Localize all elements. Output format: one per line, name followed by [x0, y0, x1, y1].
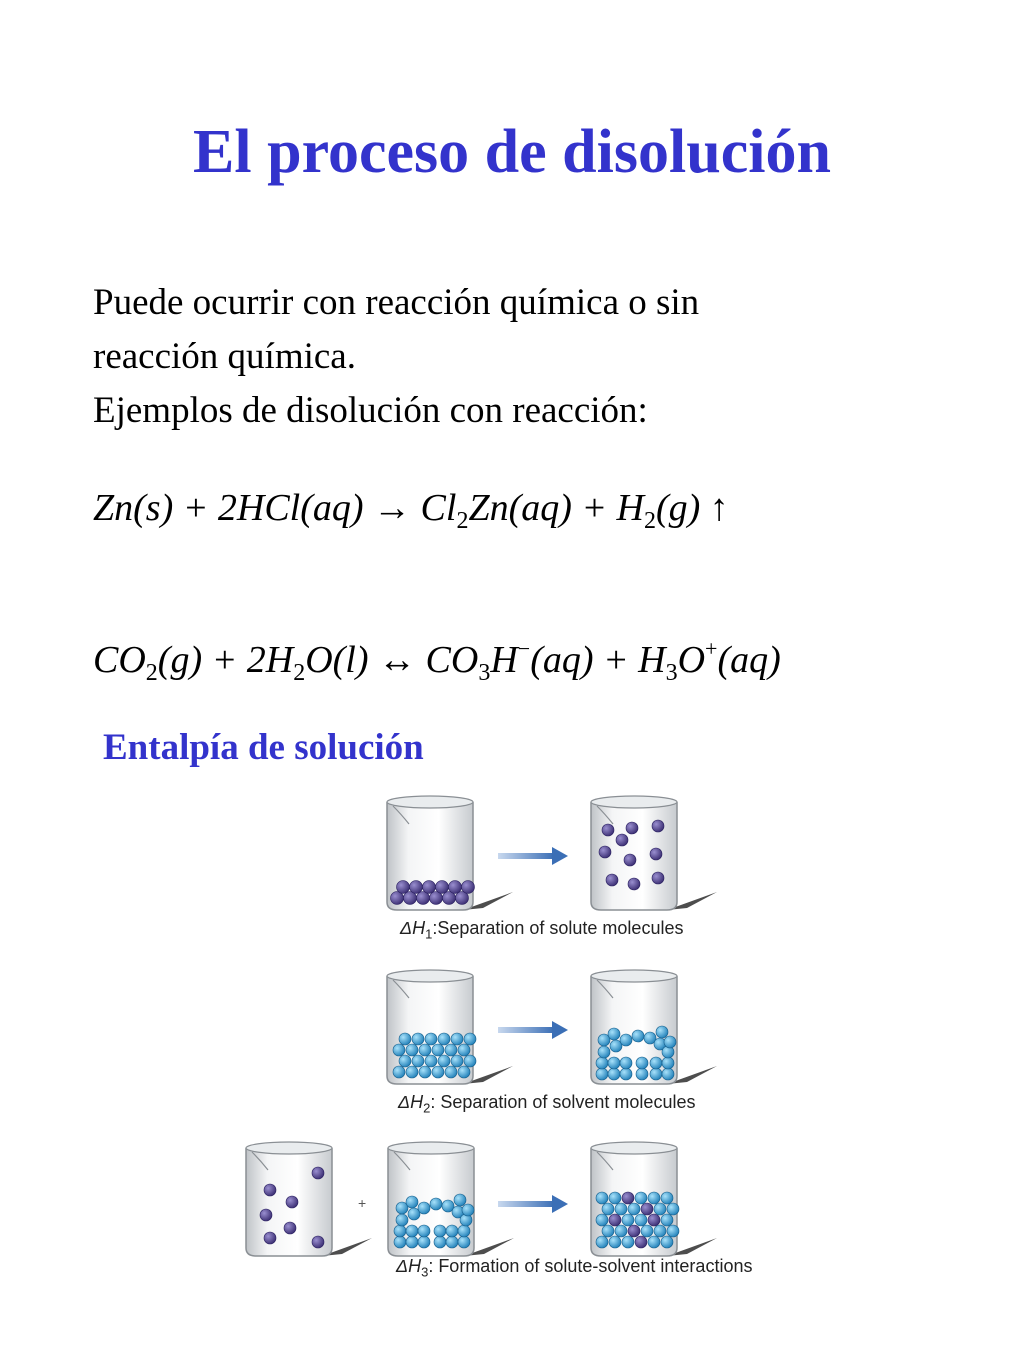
solvent-molecule — [430, 1198, 442, 1210]
solvent-molecule — [635, 1192, 647, 1204]
solvent-molecule — [661, 1236, 673, 1248]
solvent-molecule — [394, 1225, 406, 1237]
solute-molecule — [449, 881, 462, 894]
solvent-molecule — [650, 1068, 662, 1080]
solvent-molecule — [406, 1225, 418, 1237]
solvent-molecule — [650, 1057, 662, 1069]
solvent-molecule — [458, 1066, 470, 1078]
solvent-molecule — [432, 1044, 444, 1056]
solvent-molecule — [620, 1034, 632, 1046]
solvent-molecule — [396, 1214, 408, 1226]
solvent-molecule — [412, 1055, 424, 1067]
solute-molecule — [652, 872, 664, 884]
solute-molecule — [628, 1225, 640, 1237]
solute-molecule — [312, 1236, 324, 1248]
solvent-molecule — [425, 1033, 437, 1045]
solvent-molecule — [434, 1225, 446, 1237]
solvent-molecule — [664, 1036, 676, 1048]
solvent-molecule — [418, 1225, 430, 1237]
arrow-step-3 — [498, 1195, 568, 1213]
solvent-molecule — [438, 1033, 450, 1045]
solvent-molecule — [609, 1236, 621, 1248]
solute-molecule — [622, 1192, 634, 1204]
solvent-molecule — [661, 1214, 673, 1226]
solvent-molecule — [615, 1203, 627, 1215]
solvent-molecule — [636, 1068, 648, 1080]
solute-molecule — [648, 1214, 660, 1226]
intro-paragraph — [93, 276, 953, 438]
equation-co2-water: $CO_2(g) + 2H_2O(l)$ ↔ $CO_3H^-(aq) + H_3O^+(aq)$ — [93, 636, 781, 686]
arrow-step-1 — [498, 847, 568, 865]
enthalpy-figure — [230, 790, 850, 1310]
solvent-molecule — [445, 1066, 457, 1078]
solute-molecule — [609, 1214, 621, 1226]
solvent-molecule — [622, 1236, 634, 1248]
solvent-molecule — [399, 1055, 411, 1067]
solute-molecule — [606, 874, 618, 886]
arrow-step-2 — [498, 1021, 568, 1039]
solvent-molecule — [662, 1068, 674, 1080]
solute-molecule — [423, 881, 436, 894]
solute-molecule — [312, 1167, 324, 1179]
solute-molecule — [628, 878, 640, 890]
solvent-molecule — [667, 1203, 679, 1215]
solute-molecule — [397, 881, 410, 894]
solute-molecule — [260, 1209, 272, 1221]
solvent-molecule — [399, 1033, 411, 1045]
solvent-molecule — [464, 1033, 476, 1045]
caption-dh3: $\Delta H_3$: Formation of solute-solvent interactions — [396, 1256, 753, 1280]
solute-molecule — [641, 1203, 653, 1215]
section-subtitle: Entalpía de solución — [103, 727, 424, 768]
solvent-molecule — [418, 1202, 430, 1214]
solvent-molecule — [462, 1204, 474, 1216]
solvent-molecule — [596, 1068, 608, 1080]
intro-line-2: reacción química. — [93, 336, 356, 377]
solvent-molecule — [419, 1066, 431, 1078]
solute-molecule — [616, 834, 628, 846]
solvent-molecule — [406, 1196, 418, 1208]
solvent-molecule — [432, 1066, 444, 1078]
solvent-molecule — [425, 1055, 437, 1067]
solvent-molecule — [445, 1044, 457, 1056]
solvent-molecule — [641, 1225, 653, 1237]
intro-line-3: Ejemplos de disolución con reacción: — [93, 390, 648, 431]
solute-molecule — [284, 1222, 296, 1234]
solvent-molecule — [648, 1192, 660, 1204]
solute-molecule — [602, 824, 614, 836]
solvent-molecule — [434, 1236, 446, 1248]
solvent-molecule — [419, 1044, 431, 1056]
solute-molecule — [635, 1236, 647, 1248]
solute-molecule — [286, 1196, 298, 1208]
solvent-molecule — [454, 1194, 466, 1206]
solvent-molecule — [620, 1057, 632, 1069]
equation-zinc-hcl: $Zn(s) + 2HCl(aq) \to Cl_2Zn(aq) + H_2(g)$ ↑ — [93, 487, 729, 534]
beaker-diagram — [230, 790, 850, 1310]
solvent-molecule — [635, 1214, 647, 1226]
solvent-molecule — [608, 1068, 620, 1080]
solvent-molecule — [446, 1236, 458, 1248]
solvent-molecule — [596, 1236, 608, 1248]
solvent-molecule — [656, 1026, 668, 1038]
page-title: El proceso de disolución — [193, 118, 831, 186]
solute-molecule — [264, 1232, 276, 1244]
solvent-molecule — [636, 1057, 648, 1069]
solvent-molecule — [662, 1057, 674, 1069]
solute-molecule — [264, 1184, 276, 1196]
solvent-molecule — [406, 1044, 418, 1056]
solvent-molecule — [596, 1192, 608, 1204]
solute-molecule — [626, 822, 638, 834]
solvent-molecule — [406, 1066, 418, 1078]
solvent-molecule — [608, 1028, 620, 1040]
caption-dh2: $\Delta H_2$: Separation of solvent molecules — [398, 1092, 696, 1116]
caption-dh1: $\Delta H_1:Separation$ of solute molecules — [400, 918, 684, 942]
plus-sign: + — [358, 1195, 367, 1211]
solvent-molecule — [602, 1225, 614, 1237]
solvent-molecule — [458, 1225, 470, 1237]
solvent-molecule — [406, 1236, 418, 1248]
solvent-molecule — [458, 1236, 470, 1248]
solvent-molecule — [418, 1236, 430, 1248]
solvent-molecule — [620, 1068, 632, 1080]
solute-molecule — [410, 881, 423, 894]
gas-up-arrow-icon: ↑ — [709, 487, 729, 529]
solute-molecule — [624, 854, 636, 866]
solvent-molecule — [609, 1192, 621, 1204]
solute-molecule — [462, 881, 475, 894]
solvent-molecule — [667, 1225, 679, 1237]
solvent-molecule — [412, 1033, 424, 1045]
solvent-molecule — [628, 1203, 640, 1215]
solvent-molecule — [608, 1057, 620, 1069]
solvent-molecule — [458, 1044, 470, 1056]
solvent-molecule — [598, 1046, 610, 1058]
solvent-molecule — [446, 1225, 458, 1237]
solute-molecule — [436, 881, 449, 894]
solvent-molecule — [648, 1236, 660, 1248]
solute-molecule — [652, 820, 664, 832]
solvent-molecule — [602, 1203, 614, 1215]
solvent-molecule — [393, 1066, 405, 1078]
solvent-molecule — [596, 1057, 608, 1069]
solvent-molecule — [451, 1055, 463, 1067]
solvent-molecule — [661, 1192, 673, 1204]
solvent-molecule — [394, 1236, 406, 1248]
solvent-molecule — [632, 1030, 644, 1042]
solvent-molecule — [596, 1214, 608, 1226]
solvent-molecule — [622, 1214, 634, 1226]
solute-molecule — [650, 848, 662, 860]
solvent-molecule — [654, 1203, 666, 1215]
intro-line-1: Puede ocurrir con reacción química o sin — [93, 282, 700, 323]
solvent-molecule — [451, 1033, 463, 1045]
solvent-molecule — [464, 1055, 476, 1067]
solute-molecule — [599, 846, 611, 858]
solvent-molecule — [393, 1044, 405, 1056]
solvent-molecule — [654, 1225, 666, 1237]
solvent-molecule — [615, 1225, 627, 1237]
solvent-molecule — [438, 1055, 450, 1067]
